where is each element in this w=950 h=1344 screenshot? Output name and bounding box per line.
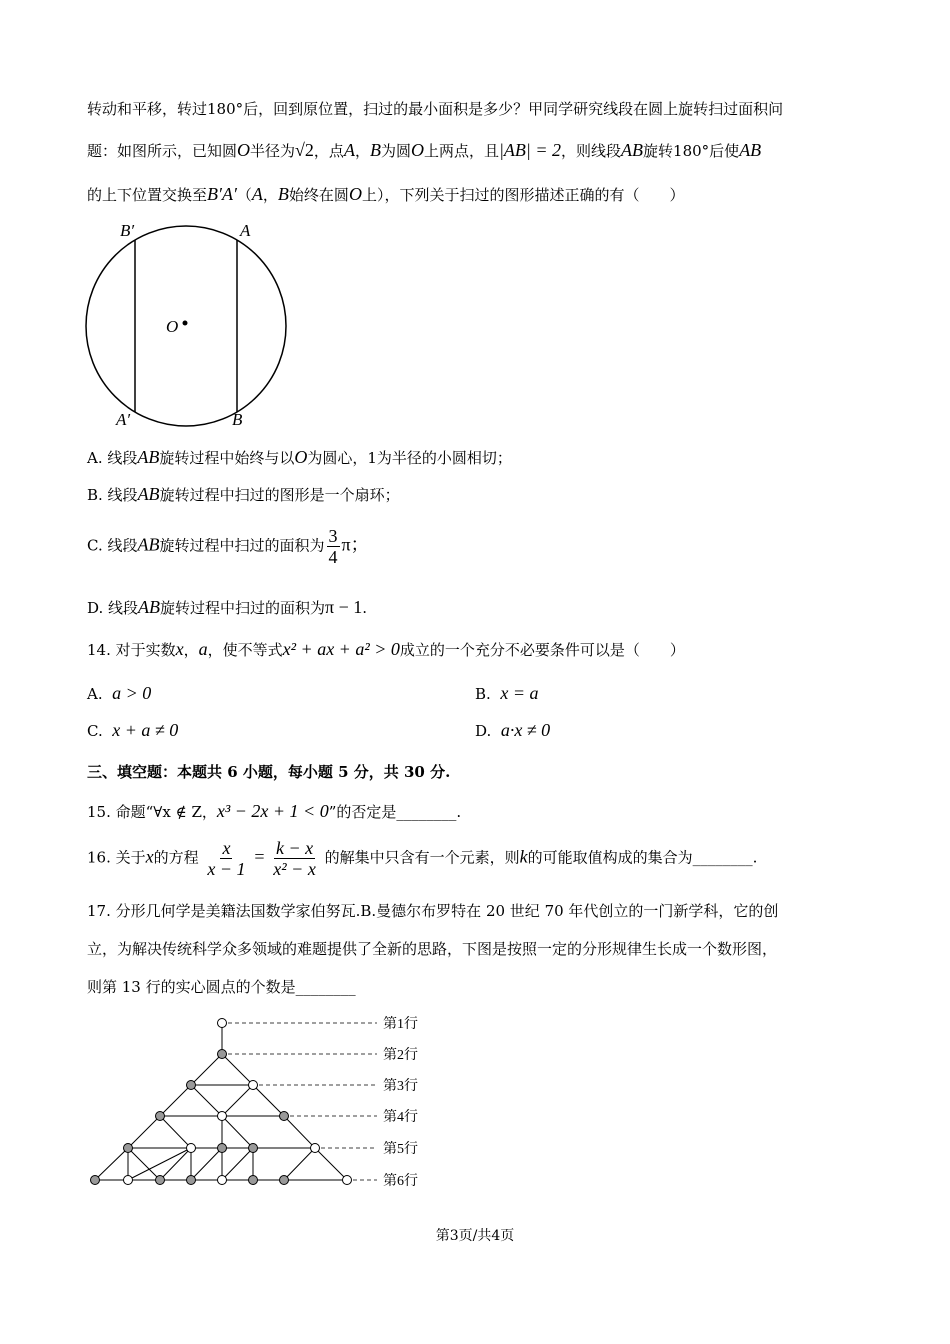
solid-dot-r6-4 (187, 1176, 196, 1185)
tree-edge-1 (191, 1054, 222, 1085)
solid-dot-r5-3 (218, 1144, 227, 1153)
tree-edge-17 (160, 1148, 191, 1180)
q17-line3: 则第 13 行的实心圆点的个数是________ (87, 978, 356, 996)
q14-option-c: C. x + a ≠ 0 (87, 720, 179, 740)
hollow-dot-r6-2 (124, 1176, 133, 1185)
tree-edge-19 (191, 1148, 222, 1180)
hollow-dot-r6-8 (343, 1176, 352, 1185)
q17-line1: 17. 分形几何学是美籍法国数学家伯努瓦.B.曼德尔布罗特在 20 世纪 70 年代创立的一门新学科，它的创 (87, 902, 779, 920)
row-label-3: 第3行 (383, 1079, 418, 1094)
tree-edge-23 (284, 1148, 315, 1180)
q13-option-a: A. 线段AB旋转过程中始终与以O为圆心，1为半径的小圆相切； (87, 447, 512, 467)
hollow-dot-r6-5 (218, 1176, 227, 1185)
fraction-x-over-x-minus-1: $\frac{x}{x - 1}$ (207, 838, 246, 879)
solid-dot-r5-4 (249, 1144, 258, 1153)
solid-dot-r4-1 (156, 1112, 165, 1121)
label-b: B (232, 410, 243, 429)
tree-edge-6 (253, 1085, 284, 1116)
inequality: x² + ax + a² > 0 (282, 639, 400, 659)
center-dot (183, 321, 188, 326)
solid-dot-r6-6 (249, 1176, 258, 1185)
circle-o (86, 226, 286, 426)
hollow-dot-r3-2 (249, 1081, 258, 1090)
q17-line2: 立，为解决传统科学众多领域的难题提供了全新的思路，下图是按照一定的分形规律生长成一个数形图， (87, 940, 778, 958)
tree-edge-16 (128, 1148, 160, 1180)
tree-edge-2 (222, 1054, 253, 1085)
hollow-dot-r4-2 (218, 1112, 227, 1121)
abs-ab: |AB| = 2 (498, 140, 562, 160)
tree-edge-5 (222, 1085, 253, 1116)
solid-dot-r2-1 (218, 1050, 227, 1059)
q14-option-b: B. x = a (475, 683, 539, 703)
solid-dot-r5-1 (124, 1144, 133, 1153)
q13-line3: 的上下位置交换至B′A′（A，B始终在圆O上），下列关于扫过的图形描述正确的有（ ） (87, 184, 685, 204)
solid-dot-r6-7 (280, 1176, 289, 1185)
solid-dot-r6-1 (91, 1176, 100, 1185)
label-a: A (240, 221, 251, 240)
q13-line1: 转动和平移，转过180°后，回到原位置，扫过的最小面积是多少？甲同学研究线段在圆上旋转扫过面积问 (87, 100, 784, 118)
q16: 16. 关于x的方程 $\frac{x}{x - 1}$ = $\frac{k - x}{\text{x² − x}}$ 的解集中只含有一个元素，则k的可能取值构成的集合为________. (87, 838, 758, 879)
label-o: O (166, 317, 179, 336)
row-label-1: 第1行 (383, 1017, 418, 1032)
tree-edge-11 (222, 1116, 253, 1148)
q14-stem: 14. 对于实数x，a，使不等式x² + ax + a² > 0成立的一个充分不必要条件可以是（ ） (87, 639, 685, 659)
fractal-tree-figure (85, 1010, 445, 1200)
tree-edge-24 (315, 1148, 347, 1180)
tree-edge-8 (128, 1116, 160, 1148)
q14-option-a: A. a > 0 (87, 683, 152, 703)
section-3-heading: 三、填空题：本题共 6 小题，每小题 5 分，共 30 分. (87, 763, 451, 781)
row-label-4: 第4行 (383, 1110, 418, 1125)
row-label-6: 第6行 (383, 1174, 418, 1189)
hollow-dot-r1-1 (218, 1019, 227, 1028)
row-label-5: 第5行 (383, 1142, 418, 1157)
q13-line2: 题：如图所示，已知圆O半径为√2，点A，B为圆O上两点，且|AB| = 2，则线段AB旋转180°后使AB (87, 140, 762, 160)
q14-option-d: D. a·x ≠ 0 (475, 720, 551, 740)
q15: 15. 命题“∀x ∉ Z，x³ − 2x + 1 < 0”的否定是________. (87, 801, 462, 821)
fraction-three-quarters: $\frac{3}{4}$ (328, 526, 338, 567)
tree-edge-12 (284, 1116, 315, 1148)
tree-edge-14 (95, 1148, 128, 1180)
solid-dot-r3-1 (187, 1081, 196, 1090)
q13-option-b: B. 线段AB旋转过程中扫过的图形是一个扇环； (87, 484, 400, 504)
circle-figure (80, 220, 310, 430)
solid-dot-r4-3 (280, 1112, 289, 1121)
tree-edge-4 (191, 1085, 222, 1116)
sqrt-two: √2 (295, 140, 314, 160)
tree-edge-3 (160, 1085, 191, 1116)
q13-option-d: D. 线段AB旋转过程中扫过的面积为π − 1. (87, 597, 368, 617)
hollow-dot-r5-5 (311, 1144, 320, 1153)
q13-option-c: C. 线段AB旋转过程中扫过的面积为 $\frac{3}{4}$ π； (87, 526, 369, 567)
label-bp: B′ (120, 221, 135, 240)
fraction-k-minus-x: $\frac{k - x}{\text{x² − x}}$ (273, 838, 316, 879)
page-footer: 第3页/共4页 (435, 1228, 515, 1244)
row-label-2: 第2行 (383, 1048, 418, 1063)
tree-edge-9 (160, 1116, 191, 1148)
tree-edge-21 (222, 1148, 253, 1180)
label-ap: A′ (116, 410, 131, 429)
hollow-dot-r5-2 (187, 1144, 196, 1153)
solid-dot-r6-3 (156, 1176, 165, 1185)
